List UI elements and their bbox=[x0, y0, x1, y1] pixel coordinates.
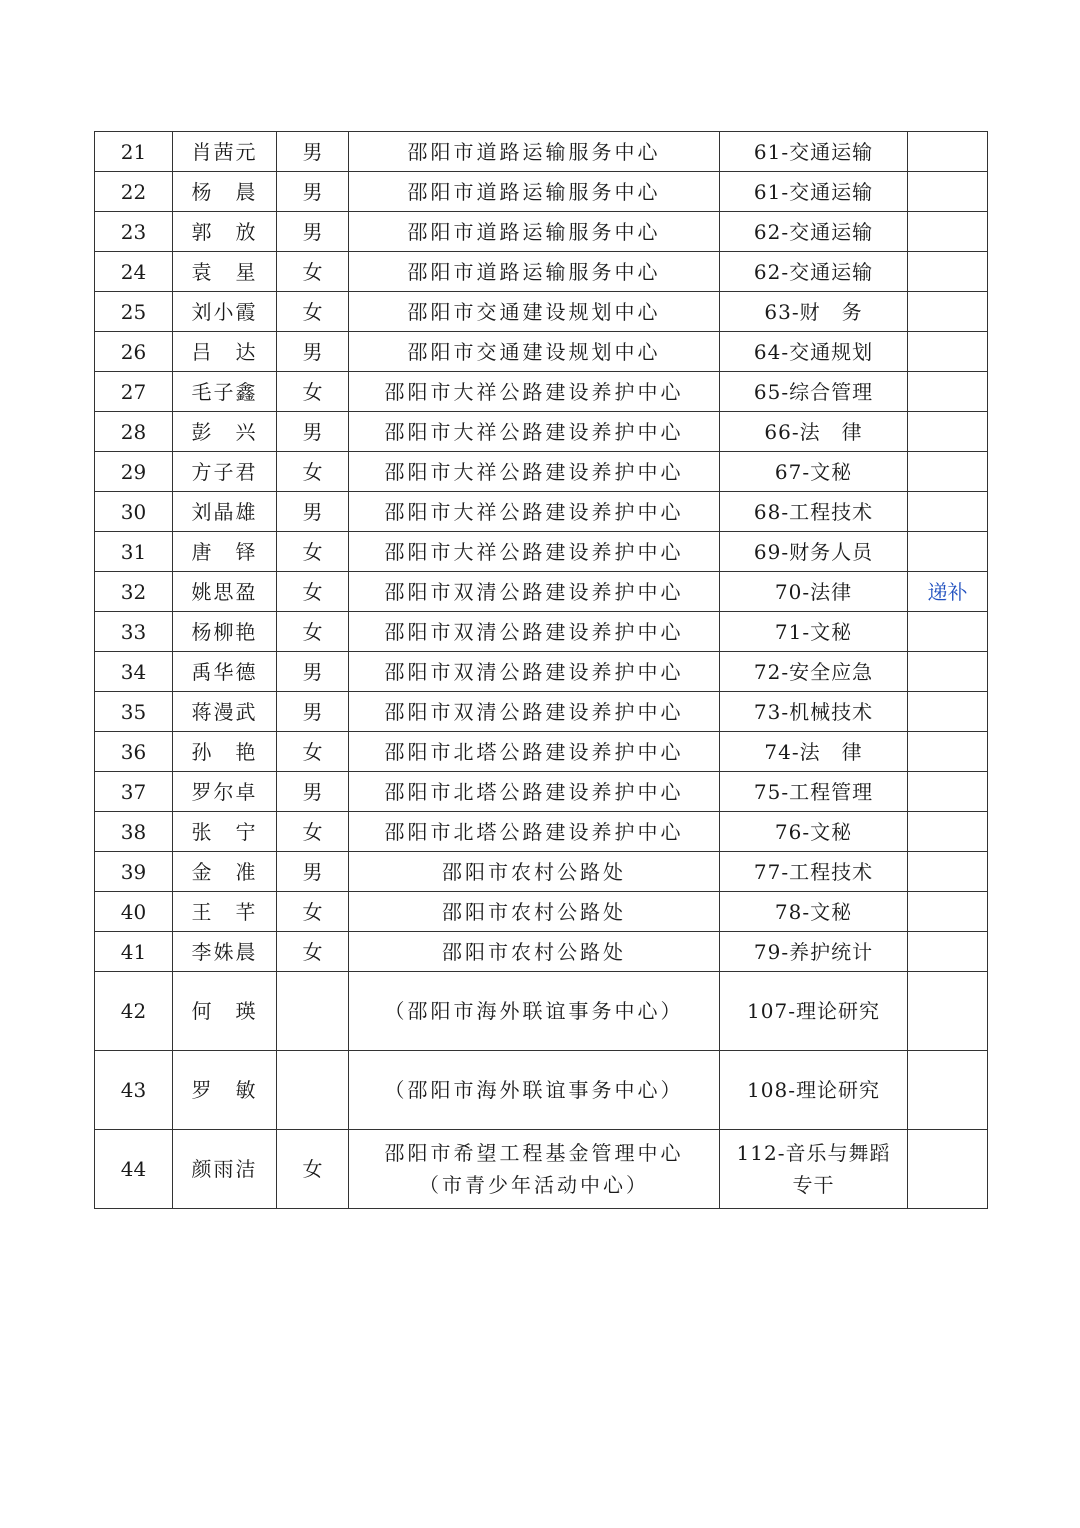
table-row bbox=[95, 692, 988, 732]
gender bbox=[277, 1051, 349, 1130]
remark bbox=[908, 372, 988, 412]
employer-unit: 邵阳市大祥公路建设养护中心 bbox=[349, 372, 720, 412]
gender: 女 bbox=[277, 732, 349, 772]
row-number: 27 bbox=[95, 372, 173, 412]
remark bbox=[908, 492, 988, 532]
remark bbox=[908, 772, 988, 812]
position-code: 70-法律 bbox=[720, 572, 908, 612]
position-code: 63-财 务 bbox=[720, 292, 908, 332]
position-code: 75-工程管理 bbox=[720, 772, 908, 812]
person-name: 罗 敏 bbox=[173, 1051, 277, 1130]
row-number: 35 bbox=[95, 692, 173, 732]
person-name: 孙 艳 bbox=[173, 732, 277, 772]
row-number: 21 bbox=[95, 132, 173, 172]
table-row bbox=[95, 412, 988, 452]
row-number: 39 bbox=[95, 852, 173, 892]
gender: 女 bbox=[277, 252, 349, 292]
gender: 女 bbox=[277, 292, 349, 332]
row-number: 33 bbox=[95, 612, 173, 652]
gender: 女 bbox=[277, 612, 349, 652]
table-row bbox=[95, 1130, 988, 1209]
position-code: 77-工程技术 bbox=[720, 852, 908, 892]
employer-unit: 邵阳市双清公路建设养护中心 bbox=[349, 572, 720, 612]
remark bbox=[908, 252, 988, 292]
employer-unit: （邵阳市海外联谊事务中心） bbox=[349, 1051, 720, 1130]
person-name: 罗尔卓 bbox=[173, 772, 277, 812]
row-number: 42 bbox=[95, 972, 173, 1051]
employer-unit-line2: （市青少年活动中心） bbox=[419, 1173, 649, 1197]
table-row bbox=[95, 572, 988, 612]
position-code bbox=[720, 1130, 908, 1209]
remark bbox=[908, 892, 988, 932]
position-code: 79-养护统计 bbox=[720, 932, 908, 972]
person-name: 唐 铎 bbox=[173, 532, 277, 572]
employer-unit-line1: 邵阳市希望工程基金管理中心 bbox=[384, 1141, 684, 1165]
row-number: 40 bbox=[95, 892, 173, 932]
table-row bbox=[95, 532, 988, 572]
position-code-line1: 112-音乐与舞蹈 bbox=[736, 1141, 891, 1165]
gender: 男 bbox=[277, 772, 349, 812]
row-number: 38 bbox=[95, 812, 173, 852]
person-name: 杨柳艳 bbox=[173, 612, 277, 652]
person-name: 何 瑛 bbox=[173, 972, 277, 1051]
gender: 女 bbox=[277, 932, 349, 972]
position-code: 67-文秘 bbox=[720, 452, 908, 492]
table-row bbox=[95, 212, 988, 252]
position-code: 65-综合管理 bbox=[720, 372, 908, 412]
position-code-line2: 专干 bbox=[792, 1173, 835, 1197]
remark bbox=[908, 412, 988, 452]
employer-unit: 邵阳市北塔公路建设养护中心 bbox=[349, 732, 720, 772]
person-name: 杨 晨 bbox=[173, 172, 277, 212]
person-name: 姚思盈 bbox=[173, 572, 277, 612]
person-name: 张 宁 bbox=[173, 812, 277, 852]
person-name: 吕 达 bbox=[173, 332, 277, 372]
remark bbox=[908, 212, 988, 252]
table-row bbox=[95, 252, 988, 292]
row-number: 44 bbox=[95, 1130, 173, 1209]
remark bbox=[908, 692, 988, 732]
position-code: 107-理论研究 bbox=[720, 972, 908, 1051]
employer-unit: 邵阳市北塔公路建设养护中心 bbox=[349, 772, 720, 812]
employer-unit: 邵阳市双清公路建设养护中心 bbox=[349, 692, 720, 732]
row-number: 31 bbox=[95, 532, 173, 572]
person-name: 王 芊 bbox=[173, 892, 277, 932]
employer-unit bbox=[349, 1130, 720, 1209]
table-row bbox=[95, 812, 988, 852]
gender: 男 bbox=[277, 492, 349, 532]
employer-unit: 邵阳市大祥公路建设养护中心 bbox=[349, 492, 720, 532]
position-code: 108-理论研究 bbox=[720, 1051, 908, 1130]
remark bbox=[908, 292, 988, 332]
employer-unit: 邵阳市交通建设规划中心 bbox=[349, 332, 720, 372]
table-row bbox=[95, 892, 988, 932]
position-code: 68-工程技术 bbox=[720, 492, 908, 532]
position-code: 61-交通运输 bbox=[720, 172, 908, 212]
employer-unit: 邵阳市交通建设规划中心 bbox=[349, 292, 720, 332]
table-row bbox=[95, 652, 988, 692]
employer-unit: 邵阳市大祥公路建设养护中心 bbox=[349, 452, 720, 492]
person-name: 袁 星 bbox=[173, 252, 277, 292]
remark bbox=[908, 612, 988, 652]
gender: 男 bbox=[277, 212, 349, 252]
employer-unit: 邵阳市道路运输服务中心 bbox=[349, 252, 720, 292]
employer-unit: 邵阳市大祥公路建设养护中心 bbox=[349, 412, 720, 452]
person-name: 禹华德 bbox=[173, 652, 277, 692]
table-row bbox=[95, 932, 988, 972]
position-code: 69-财务人员 bbox=[720, 532, 908, 572]
person-name: 颜雨洁 bbox=[173, 1130, 277, 1209]
table-row bbox=[95, 612, 988, 652]
employer-unit: 邵阳市道路运输服务中心 bbox=[349, 212, 720, 252]
remark bbox=[908, 332, 988, 372]
employer-unit: 邵阳市农村公路处 bbox=[349, 892, 720, 932]
person-name: 方子君 bbox=[173, 452, 277, 492]
remark bbox=[908, 652, 988, 692]
remark bbox=[908, 132, 988, 172]
remark bbox=[908, 972, 988, 1051]
position-code: 72-安全应急 bbox=[720, 652, 908, 692]
row-number: 24 bbox=[95, 252, 173, 292]
row-number: 28 bbox=[95, 412, 173, 452]
table-row bbox=[95, 132, 988, 172]
remark bbox=[908, 932, 988, 972]
employer-unit: 邵阳市北塔公路建设养护中心 bbox=[349, 812, 720, 852]
row-number: 41 bbox=[95, 932, 173, 972]
employer-unit: 邵阳市农村公路处 bbox=[349, 852, 720, 892]
position-code: 74-法 律 bbox=[720, 732, 908, 772]
gender bbox=[277, 972, 349, 1051]
position-code: 76-文秘 bbox=[720, 812, 908, 852]
row-number: 36 bbox=[95, 732, 173, 772]
remark bbox=[908, 1130, 988, 1209]
person-name: 蒋漫武 bbox=[173, 692, 277, 732]
row-number: 34 bbox=[95, 652, 173, 692]
position-code: 62-交通运输 bbox=[720, 252, 908, 292]
remark bbox=[908, 532, 988, 572]
position-code: 61-交通运输 bbox=[720, 132, 908, 172]
position-code: 71-文秘 bbox=[720, 612, 908, 652]
person-name: 毛子鑫 bbox=[173, 372, 277, 412]
gender: 男 bbox=[277, 652, 349, 692]
gender: 女 bbox=[277, 372, 349, 412]
row-number: 22 bbox=[95, 172, 173, 212]
table-row bbox=[95, 492, 988, 532]
row-number: 43 bbox=[95, 1051, 173, 1130]
row-number: 25 bbox=[95, 292, 173, 332]
gender: 男 bbox=[277, 332, 349, 372]
person-name: 刘晶雄 bbox=[173, 492, 277, 532]
remark bbox=[908, 812, 988, 852]
position-code: 73-机械技术 bbox=[720, 692, 908, 732]
gender: 女 bbox=[277, 452, 349, 492]
gender: 女 bbox=[277, 532, 349, 572]
remark bbox=[908, 1051, 988, 1130]
person-name: 郭 放 bbox=[173, 212, 277, 252]
employer-unit: 邵阳市道路运输服务中心 bbox=[349, 132, 720, 172]
table-row bbox=[95, 1051, 988, 1130]
row-number: 23 bbox=[95, 212, 173, 252]
row-number: 26 bbox=[95, 332, 173, 372]
position-code: 66-法 律 bbox=[720, 412, 908, 452]
gender: 男 bbox=[277, 132, 349, 172]
position-code: 64-交通规划 bbox=[720, 332, 908, 372]
table-row bbox=[95, 452, 988, 492]
gender: 女 bbox=[277, 572, 349, 612]
remark bbox=[908, 172, 988, 212]
remark bbox=[908, 852, 988, 892]
person-name: 刘小霞 bbox=[173, 292, 277, 332]
position-code: 78-文秘 bbox=[720, 892, 908, 932]
employer-unit: 邵阳市道路运输服务中心 bbox=[349, 172, 720, 212]
employer-unit: 邵阳市双清公路建设养护中心 bbox=[349, 652, 720, 692]
row-number: 29 bbox=[95, 452, 173, 492]
employer-unit: （邵阳市海外联谊事务中心） bbox=[349, 972, 720, 1051]
table-row bbox=[95, 332, 988, 372]
table-row bbox=[95, 772, 988, 812]
employer-unit: 邵阳市大祥公路建设养护中心 bbox=[349, 532, 720, 572]
gender: 男 bbox=[277, 412, 349, 452]
person-name: 金 准 bbox=[173, 852, 277, 892]
table-row bbox=[95, 172, 988, 212]
person-name: 李姝晨 bbox=[173, 932, 277, 972]
remark bbox=[908, 732, 988, 772]
gender: 女 bbox=[277, 892, 349, 932]
gender: 女 bbox=[277, 1130, 349, 1209]
position-code: 62-交通运输 bbox=[720, 212, 908, 252]
table-row bbox=[95, 372, 988, 412]
gender: 男 bbox=[277, 852, 349, 892]
table-row bbox=[95, 732, 988, 772]
roster-table bbox=[94, 131, 988, 1209]
employer-unit: 邵阳市农村公路处 bbox=[349, 932, 720, 972]
gender: 女 bbox=[277, 812, 349, 852]
roster-body bbox=[95, 132, 988, 1209]
table-row bbox=[95, 852, 988, 892]
row-number: 37 bbox=[95, 772, 173, 812]
row-number: 30 bbox=[95, 492, 173, 532]
row-number: 32 bbox=[95, 572, 173, 612]
employer-unit: 邵阳市双清公路建设养护中心 bbox=[349, 612, 720, 652]
remark-substitute: 递补 bbox=[908, 572, 988, 612]
gender: 男 bbox=[277, 172, 349, 212]
table-row bbox=[95, 292, 988, 332]
person-name: 彭 兴 bbox=[173, 412, 277, 452]
remark bbox=[908, 452, 988, 492]
person-name: 肖茜元 bbox=[173, 132, 277, 172]
table-row bbox=[95, 972, 988, 1051]
gender: 男 bbox=[277, 692, 349, 732]
